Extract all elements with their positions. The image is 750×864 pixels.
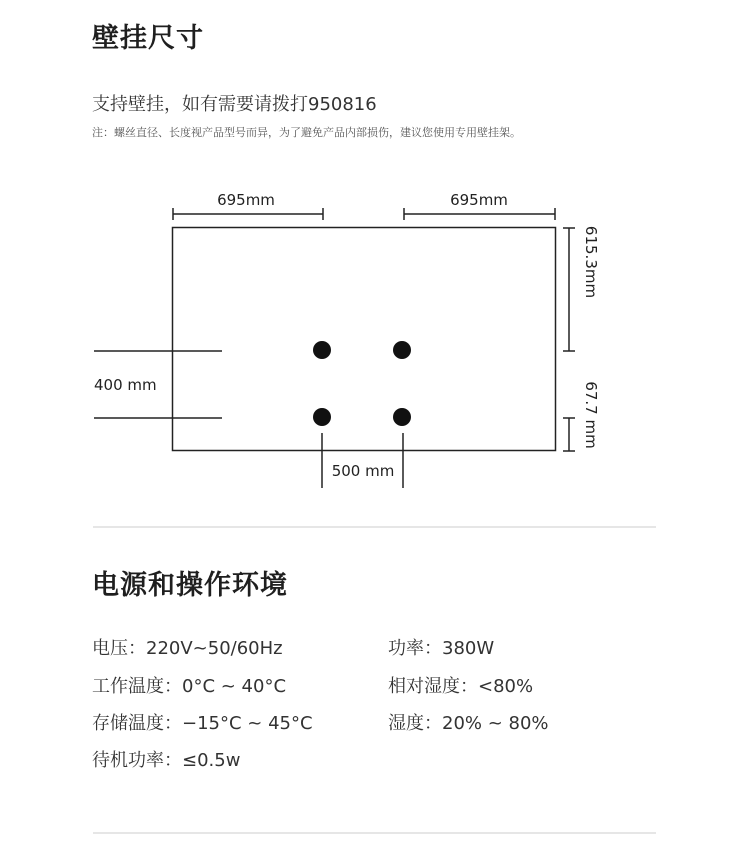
right-upper-height-label: 615.3mm [582,225,600,299]
power-environment-title: 电源和操作环境 [92,570,288,601]
spec-relative-humidity: 相对湿度：<80% [388,676,534,697]
mounting-hole [393,341,411,359]
section-divider [93,832,656,834]
mounting-hole [313,341,331,359]
wall-mount-support-text: 支持壁挂，如有需要请拨打950816 [92,94,377,115]
spec-power: 功率：380W [388,638,495,659]
spec-storage-temperature: 存储温度：−15°C ~ 45°C [92,713,313,734]
spec-operating-temperature: 工作温度：0°C ~ 40°C [92,676,287,697]
right-lower-height-label: 67.7 mm [582,381,600,449]
top-right-width-label: 695mm [450,191,508,209]
screw-note: 注：螺丝直径、长度视产品型号而异，为了避免产品内部损伤，建议您使用专用壁挂架。 [92,126,521,139]
bottom-hole-spacing-label: 500 mm [331,462,395,480]
spec-standby-power: 待机功率：≤0.5w [92,750,241,771]
mounting-hole [313,408,331,426]
mounting-hole [393,408,411,426]
left-hole-spacing-label: 400 mm [94,376,157,394]
section-divider [93,526,656,528]
tv-outline [173,228,556,451]
top-left-width-label: 695mm [217,191,275,209]
spec-humidity: 湿度：20% ~ 80% [388,713,549,734]
spec-voltage: 电压：220V~50/60Hz [92,638,283,659]
wall-mount-size-title: 壁挂尺寸 [92,23,204,54]
